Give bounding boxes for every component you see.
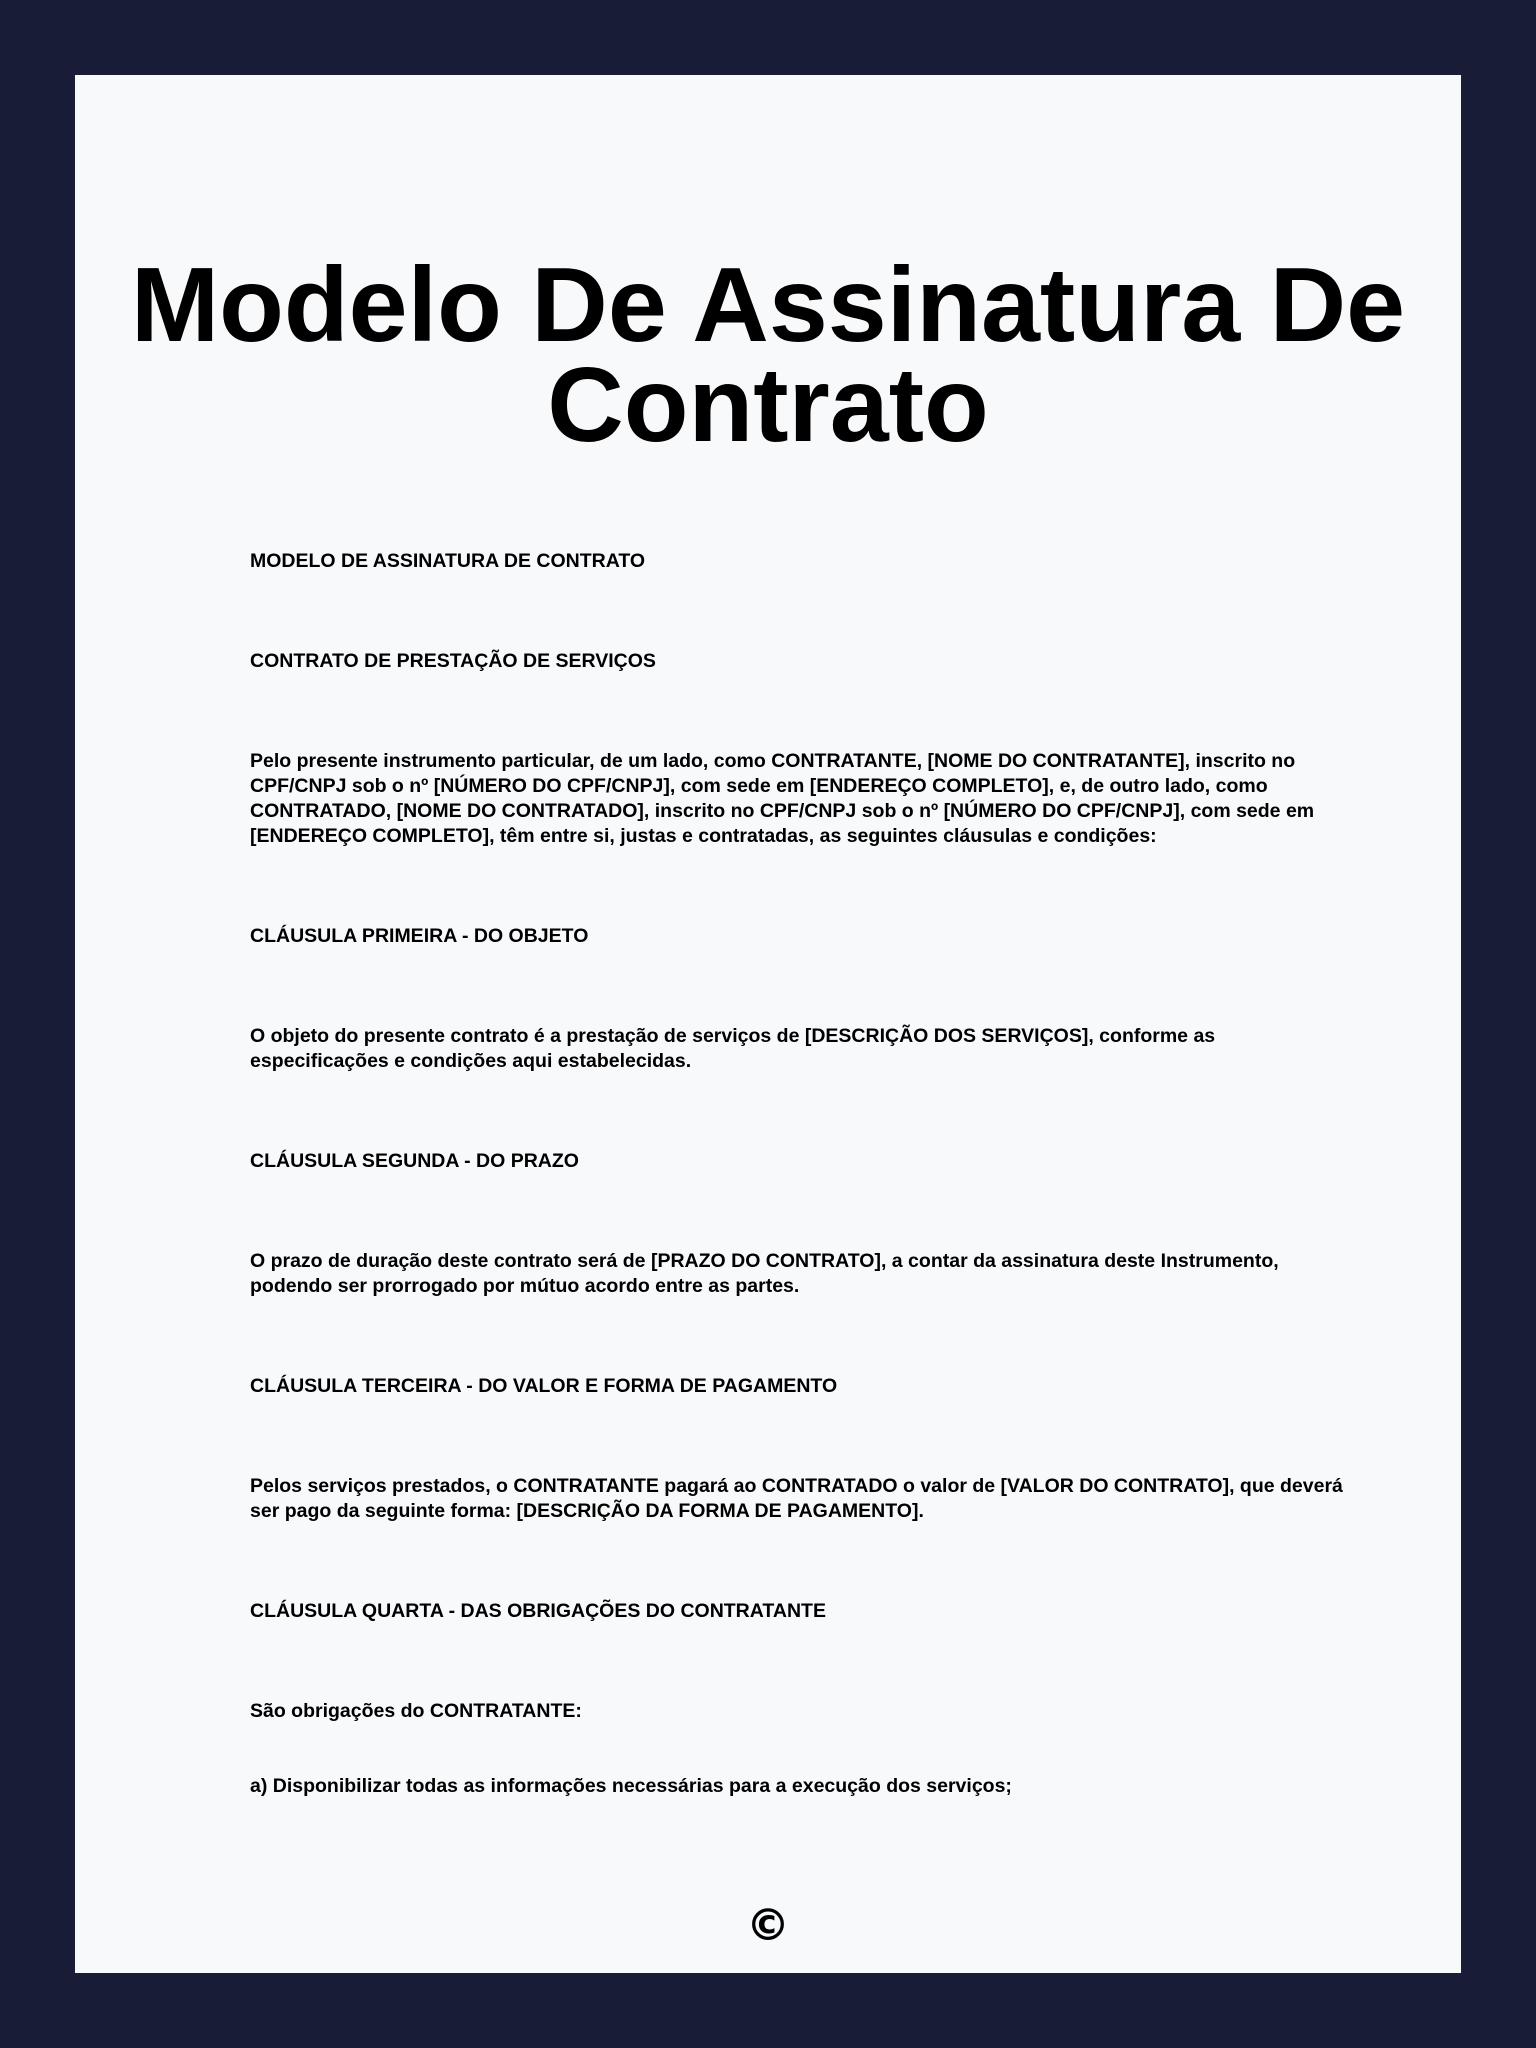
document-heading: MODELO DE ASSINATURA DE CONTRATO bbox=[250, 550, 646, 572]
clause-2-text: O prazo de duração deste contrato será de [PRAZO DO CONTRATO], a contar da assinatura deste Instrumento, podendo ser prorrogado por mútuo acordo entre as partes. bbox=[250, 1250, 1279, 1297]
parties-paragraph: Pelo presente instrumento particular, de um lado, como CONTRATANTE, [NOME DO CONTRATANTE], inscrito no CPF/CNPJ sob o nº [NÚMERO DO CPF/CNPJ], com sede em [ENDEREÇO COMPLETO], e, de outro lado, como CONTRATADO, [NOME DO CONTRATADO], inscrito no CPF/CNPJ sob o nº [NÚMERO DO CPF/CNPJ], com sede em [ENDEREÇO COMPLETO], têm entre si, justas e contratadas, as seguintes cláusulas e condições: bbox=[250, 750, 1315, 847]
document-title: Modelo De Assinatura De Contrato bbox=[130, 246, 1406, 464]
clause-2-heading: CLÁUSULA SEGUNDA - DO PRAZO bbox=[250, 1150, 579, 1172]
document-body bbox=[250, 549, 1350, 1799]
clause-1-heading: CLÁUSULA PRIMEIRA - DO OBJETO bbox=[250, 925, 589, 947]
clause-4-heading: CLÁUSULA QUARTA - DAS OBRIGAÇÕES DO CONTRATANTE bbox=[250, 1600, 826, 1622]
contract-type-heading: CONTRATO DE PRESTAÇÃO DE SERVIÇOS bbox=[250, 650, 656, 672]
document-page bbox=[75, 75, 1461, 1973]
clause-3-text: Pelos serviços prestados, o CONTRATANTE pagará ao CONTRATADO o valor de [VALOR DO CONTRATO], que deverá ser pago da seguinte forma: [DESCRIÇÃO DA FORMA DE PAGAMENTO]. bbox=[250, 1475, 1343, 1522]
obligations-intro: São obrigações do CONTRATANTE: bbox=[250, 1700, 582, 1722]
clause-1-text: O objeto do presente contrato é a prestação de serviços de [DESCRIÇÃO DOS SERVIÇOS], conforme as especificações e condições aqui estabelecidas. bbox=[250, 1025, 1216, 1072]
obligation-item-a: a) Disponibilizar todas as informações necessárias para a execução dos serviços; bbox=[250, 1775, 1012, 1797]
copyright-icon: © bbox=[746, 1900, 790, 1951]
clause-3-heading: CLÁUSULA TERCEIRA - DO VALOR E FORMA DE PAGAMENTO bbox=[250, 1375, 838, 1397]
